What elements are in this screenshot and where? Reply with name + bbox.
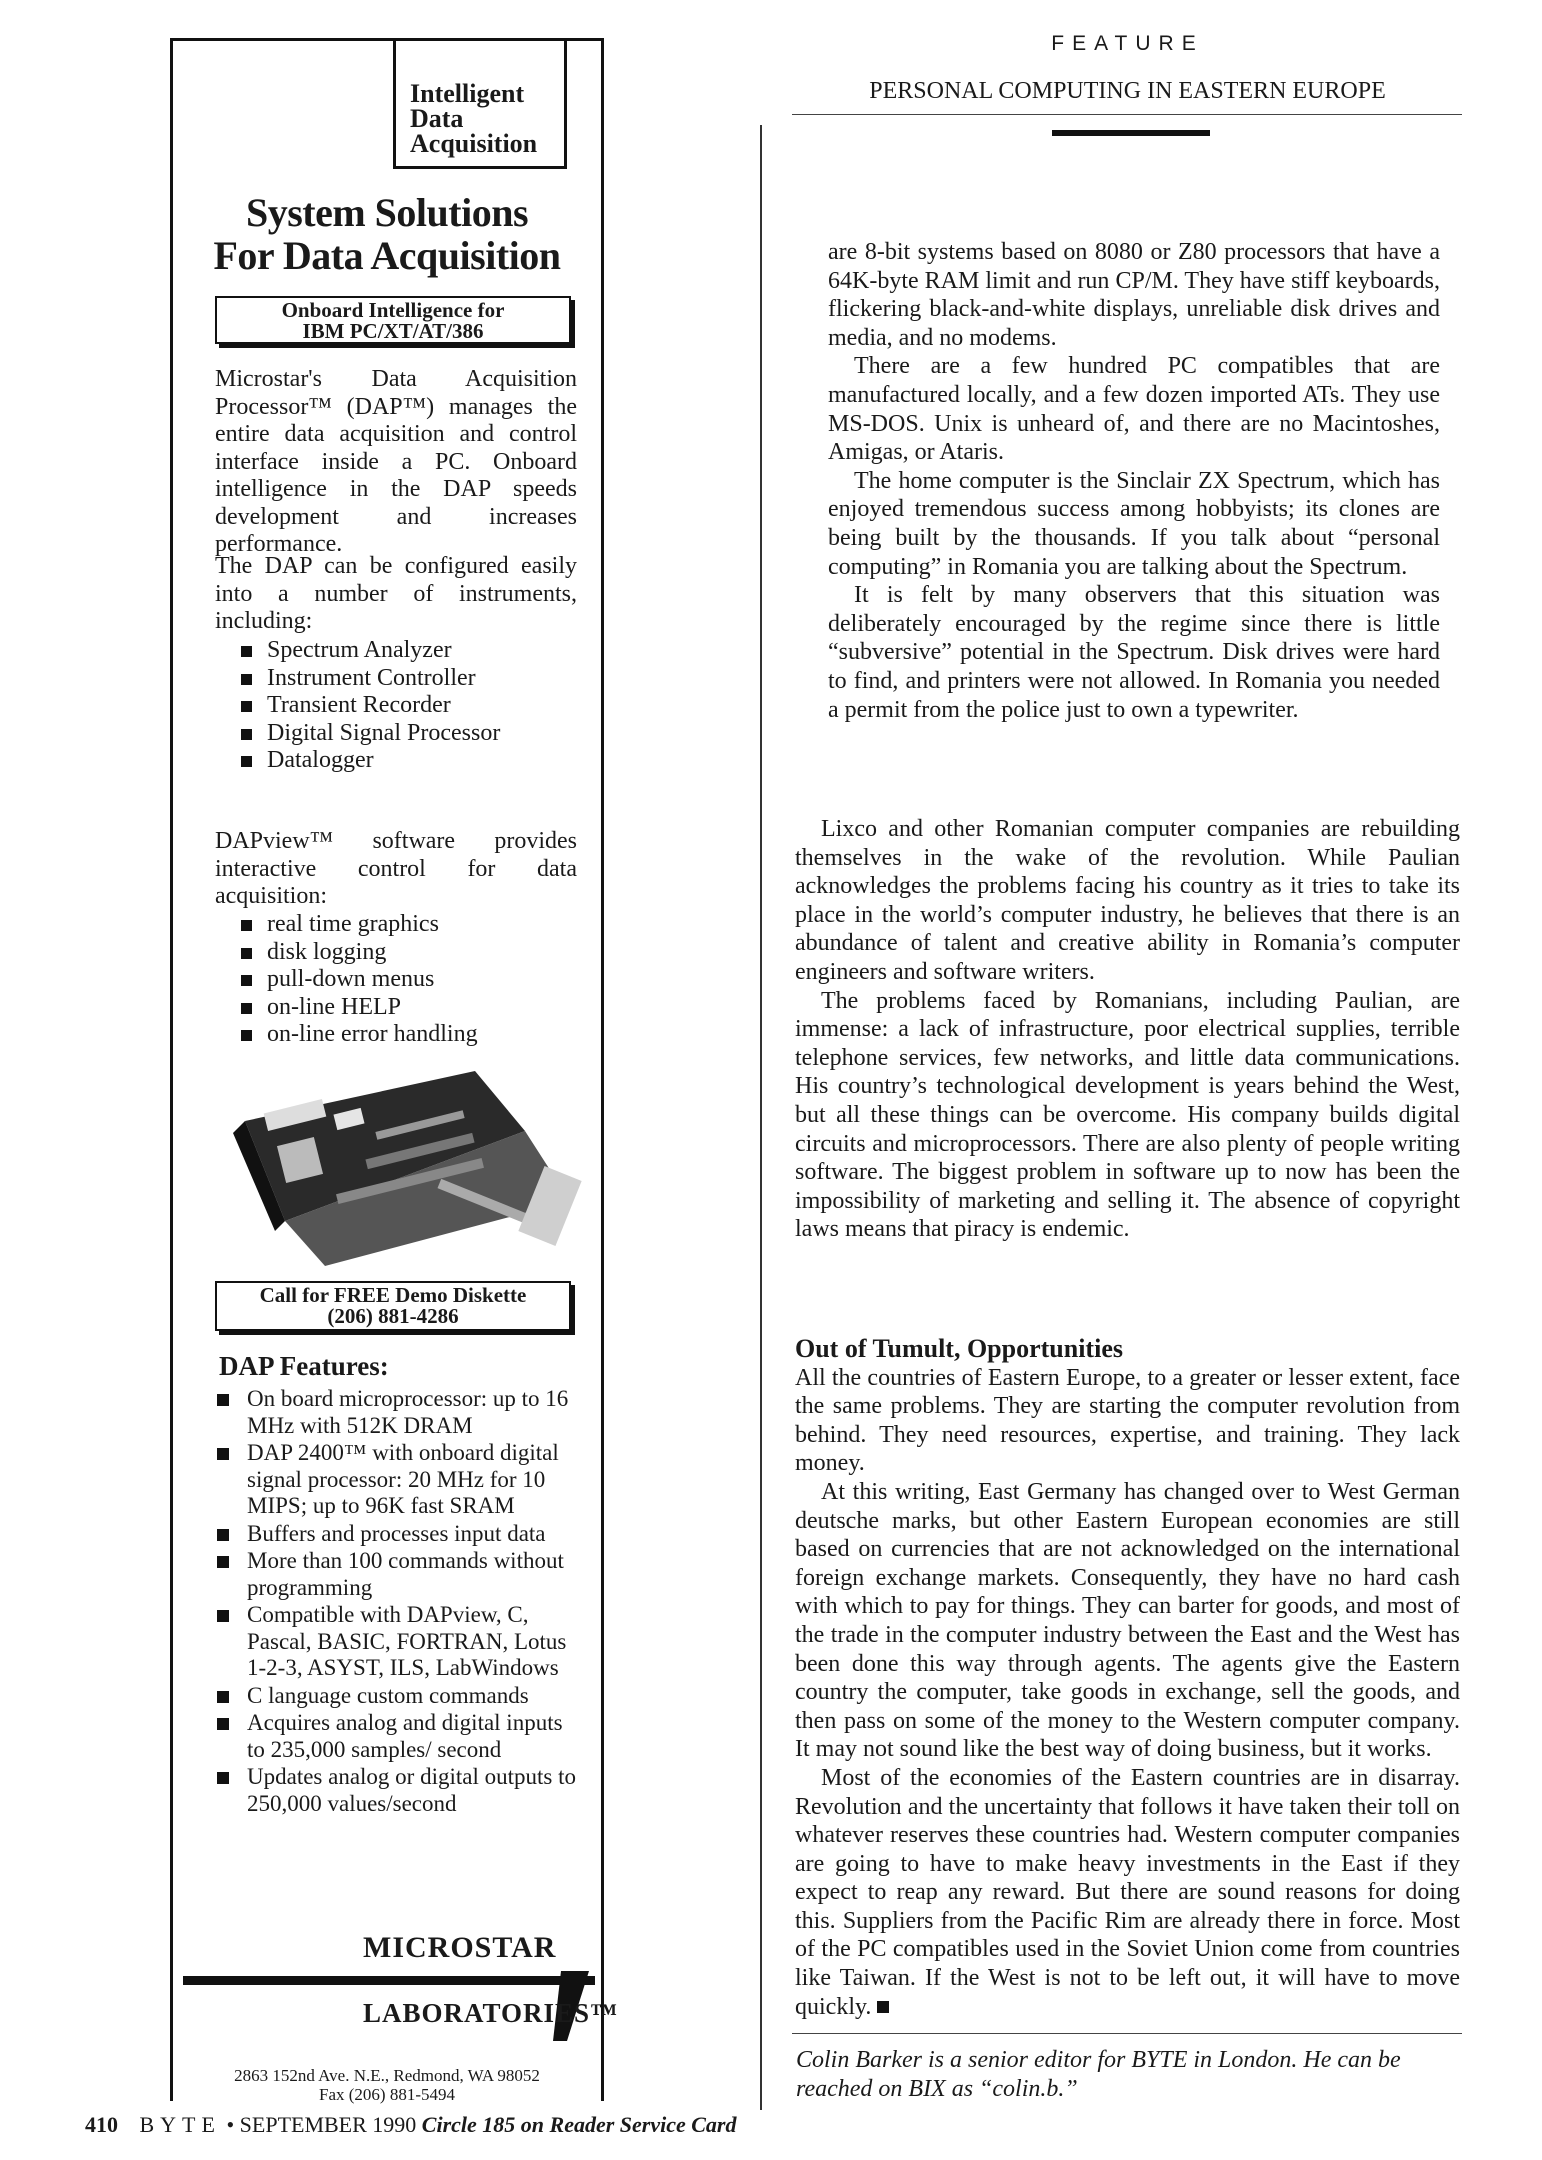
author-bio: Colin Barker is a senior editor for BYTE in London. He can be reached on BIX as “colin.b.”	[796, 2047, 1401, 2102]
ad-onboard-box	[215, 296, 571, 344]
article-column-top	[828, 238, 1440, 724]
article-paragraph: Lixco and other Romanian computer companies are rebuilding themselves in the wake of the revolution. While Paulian acknowledges the problems facing his country as it tries to take its place in the world’s computer industry, he believes that there is an abundance of talent and creative ability in Romania’s computer engineers and software writers.	[795, 816, 1460, 985]
article-paragraph: At this writing, East Germany has changed over to West German deutsche marks, but other Eastern European economies are still based on currencies that are not acknowledged on the international foreign exchange markets. Consequently, they have no hard cash with which to pay for things. They can barter for goods, and most of the trade in the computer industry between the East and the West has been done this way through agents. The agents give the Eastern country the computer, take goods in exchange, sell the goods, and then pass on some of the money to the Western computer company. It may not sound like the best way of doing business, but it works.	[795, 1478, 1460, 1763]
running-head: PERSONAL COMPUTING IN EASTERN EUROPE	[869, 78, 1386, 104]
dap-board-photo	[225, 1051, 585, 1266]
list-item: On board microprocessor: up to 16 MHz with 512K DRAM	[217, 1386, 585, 1439]
list-item: Datalogger	[241, 747, 500, 775]
page-number: 410	[85, 2112, 118, 2137]
list-item: Updates analog or digital outputs to 250,000 values/second	[217, 1764, 585, 1817]
ad-headline-line: System Solutions	[245, 190, 529, 235]
ad-call-box	[215, 1281, 571, 1331]
header-accent-bar	[1052, 130, 1210, 136]
list-item: real time graphics	[241, 911, 478, 939]
ad-paragraph-software: DAPview™ software provides interactive control for data acquisition:	[215, 828, 577, 909]
list-item: More than 100 commands without programming	[217, 1548, 585, 1601]
microstar-advertisement	[170, 38, 619, 2104]
list-item: C language custom commands	[217, 1683, 585, 1710]
article-paragraph-last	[795, 1764, 1460, 2021]
microstar-logo-text: MICROSTAR	[363, 1931, 557, 1964]
ad-headline	[173, 191, 601, 277]
list-item: Digital Signal Processor	[241, 720, 500, 748]
article-paragraph: The home computer is the Sinclair ZX Spectrum, which has enjoyed tremendous success among hobbyists; its clones are being built by the thousands. If you talk about “personal computing” in Romania you are talking about the Spectrum.	[828, 467, 1440, 580]
article-paragraph: The problems faced by Romanians, including Paulian, are immense: a lack of infrastructure, poor electrical supplies, terrible telephone services, few networks, and little data communications. His country’s technological development is years behind the West, but all these things can be overcome. His company builds digital circuits and microprocessors. There are also plenty of people writing software. The biggest problem in software up to now has been the impossibility of marketing and selling it. The absence of copyright laws means that piracy is endemic.	[795, 987, 1460, 1243]
ad-onboard-line: Onboard Intelligence for	[281, 298, 505, 322]
ad-fax: Fax (206) 881-5494	[319, 2085, 455, 2104]
ad-software-list	[241, 911, 478, 1049]
ad-address-line: 2863 152nd Ave. N.E., Redmond, WA 98052	[234, 2066, 540, 2085]
logo-bar	[183, 1976, 595, 1985]
list-item: disk logging	[241, 939, 478, 967]
list-item: Instrument Controller	[241, 665, 500, 693]
list-item: on-line error handling	[241, 1021, 478, 1049]
laboratories-logo-text: LABORATORIES™	[363, 1998, 619, 2028]
ad-phone: (206) 881-4286	[327, 1304, 459, 1328]
issue-date: SEPTEMBER 1990	[239, 2112, 417, 2137]
list-item: Spectrum Analyzer	[241, 637, 500, 665]
list-item: DAP 2400™ with onboard digital signal processor: 20 MHz for 10 MIPS; up to 96K fast SRAM	[217, 1440, 585, 1520]
list-item: pull-down menus	[241, 966, 478, 994]
ad-paragraph-intro: Microstar's Data Acquisition Processor™ (DAP™) manages the entire data acquisition and control interface inside a PC. Onboard intelligence in the DAP speeds development and increases performance.	[215, 366, 577, 557]
list-item: on-line HELP	[241, 994, 478, 1022]
ad-tab-line: Data	[410, 104, 464, 133]
page-footer	[85, 2112, 737, 2138]
header-rule	[792, 114, 1462, 115]
reader-service-note: Circle 185 on Reader Service Card	[421, 2112, 737, 2137]
ad-paragraph-instruments: The DAP can be configured easily into a number of instruments, including:	[215, 553, 577, 634]
ad-tab-box	[393, 41, 567, 169]
ad-tab-line: Intelligent	[410, 79, 525, 108]
list-item: Transient Recorder	[241, 692, 500, 720]
ad-tab-text	[410, 81, 537, 156]
list-item: Acquires analog and digital inputs to 235,000 samples/ second	[217, 1710, 585, 1763]
footer-separator: •	[226, 2112, 235, 2137]
ad-address	[173, 2066, 601, 2104]
ad-call-line: Call for FREE Demo Diskette	[259, 1283, 527, 1307]
section-heading: Out of Tumult, Opportunities	[795, 1334, 1123, 1363]
list-item: Compatible with DAPview, C, Pascal, BASIC, FORTRAN, Lotus 1-2-3, ASYST, ILS, LabWindows	[217, 1602, 585, 1682]
magazine-name: BYTE	[139, 2112, 221, 2137]
ad-features-list	[217, 1386, 585, 1818]
ad-instrument-list	[241, 637, 500, 775]
list-item: Buffers and processes input data	[217, 1521, 585, 1548]
end-of-article-mark	[877, 2001, 889, 2013]
last-paragraph-text: Most of the economies of the Eastern countries are in disarray. Revolution and the uncertainty that follows it have taken their toll on whatever reserves these countries had. Western computer companies are going to have to make heavy investments in the East if they expect to reap any reward. But there are sound reasons for doing this. Suppliers from the Pacific Rim are already there in force. Most of the PC compatibles used in the Soviet Union come from countries like Taiwan. If the West is not to be left out, it will have to move quickly.	[795, 1764, 1460, 2020]
article-paragraph: There are a few hundred PC compatibles that are manufactured locally, and a few dozen imported ATs. They use MS-DOS. Unix is unheard of, and there are no Macintoshes, Amigas, or Ataris.	[828, 353, 1440, 466]
ad-onboard-line: IBM PC/XT/AT/386	[302, 319, 484, 343]
ad-headline-line: For Data Acquisition	[213, 233, 561, 278]
ad-features-heading: DAP Features:	[219, 1351, 389, 1381]
section-kicker: FEATURE	[1051, 32, 1204, 55]
article-paragraph: All the countries of Eastern Europe, to a greater or lesser extent, face the same problems. They are starting the computer revolution from behind. They need resources, expertise, and training. They lack money.	[795, 1364, 1460, 1477]
article-paragraph: It is felt by many observers that this situation was deliberately encouraged by the regime since there is little “subversive” potential in the Spectrum. Disk drives were hard to find, and printers were not allowed. In Romania you needed a permit from the police just to own a typewriter.	[828, 582, 1440, 723]
bio-rule	[792, 2033, 1462, 2034]
article-column-middle	[795, 815, 1460, 1244]
ad-tab-line: Acquisition	[410, 129, 538, 158]
article-paragraph: are 8-bit systems based on 8080 or Z80 processors that have a 64K-byte RAM limit and run CP/M. They have stiff keyboards, flickering black-and-white displays, unreliable disk drives and media, and no modems.	[828, 239, 1440, 351]
column-divider	[760, 125, 762, 2110]
article-column-bottom	[795, 1335, 1460, 2021]
